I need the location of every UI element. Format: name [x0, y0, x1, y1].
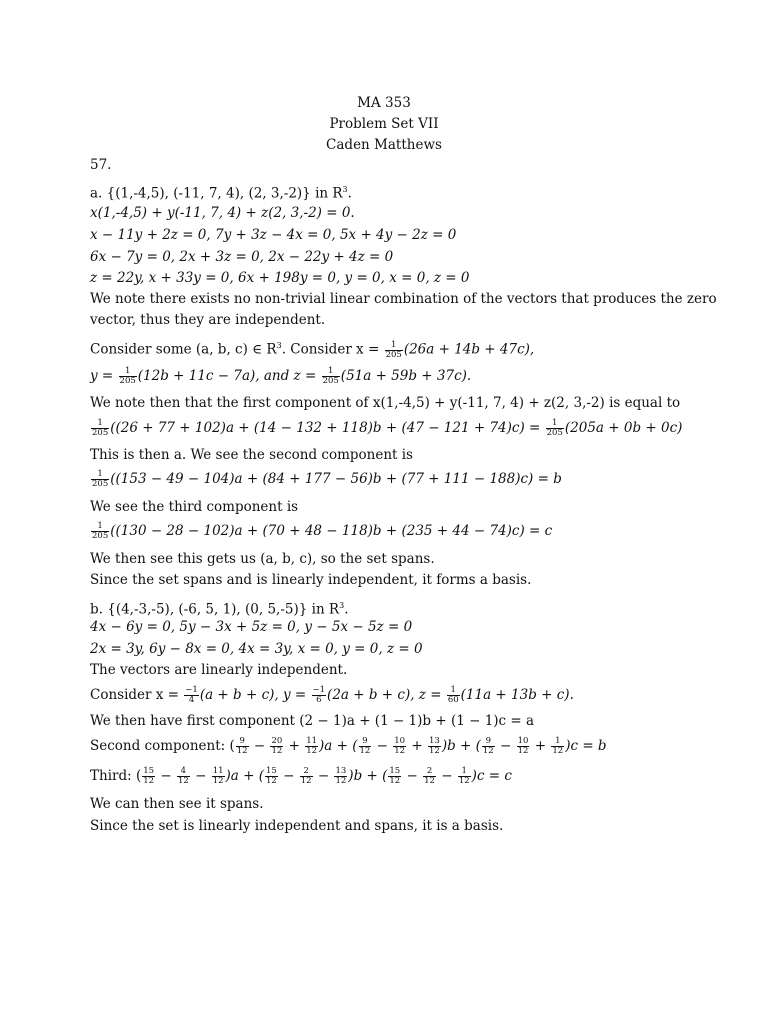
- part-a-consider-line: Consider some (a, b, c) ∈ $R^3$. Consider x = $\frac{1}{205}$ (26a + 14b + 47c),: [90, 339, 535, 360]
- fraction: $\frac{11}{12}$: [212, 766, 224, 786]
- part-b-set: b. {(4,-3,-5), (-6, 5, 1), (0, 5,-5)} in $R^3$.: [90, 601, 349, 618]
- fraction: $\frac{9}{12}$: [236, 736, 248, 756]
- part-b-second-component: Second component: ( $\frac{9}{12}$ − $\frac{20}{12}$ + $\frac{11}{12}$ )a + ( $\frac{9}{12}$ − $\frac{10}{12}$ + $\frac{13}{12}$ )b + ( $\frac{9}{12}$ − $\frac{10}{12}$ + $\frac{1}{12}$ )c = b: [90, 736, 607, 756]
- fraction: $\frac{1}{205}$: [92, 418, 109, 438]
- course-title: MA 353: [357, 95, 411, 111]
- part-b-spans: We can then see it spans.: [90, 796, 264, 812]
- fraction: $\frac{13}{12}$: [428, 736, 440, 756]
- fraction: $\frac{1}{205}$: [322, 366, 339, 386]
- fraction: $\frac{1}{205}$: [385, 339, 402, 360]
- part-b-third-component: Third: ( $\frac{15}{12}$ − $\frac{4}{12}$ − $\frac{11}{12}$ )a + ( $\frac{15}{12}$ − $\frac{2}{12}$ − $\frac{13}{12}$ )b + ( $\frac{15}{12}$ − $\frac{2}{12}$ − $\frac{1}{12}$ )c = c: [90, 766, 512, 786]
- part-b-conclusion: Since the set is linearly independent and spans, it is a basis.: [90, 818, 504, 834]
- fraction: $\frac{20}{12}$: [271, 736, 283, 756]
- fraction: $\frac{4}{12}$: [177, 766, 189, 786]
- part-a-eq3: 6x − 7y = 0, 2x + 3z = 0, 2x − 22y + 4z = 0: [90, 249, 394, 265]
- fraction: $\frac{11}{12}$: [306, 736, 318, 756]
- part-a-yz-line: y = $\frac{1}{205}$ (12b + 11c − 7a), and z = $\frac{1}{205}$ (51a + 59b + 37c).: [90, 366, 472, 386]
- part-a-set: a. {(1,-4,5), (-11, 7, 4), (2, 3,-2)} in $R^3$.: [90, 185, 352, 202]
- part-a-second-component-expr: $\frac{1}{205}$ ((153 − 49 − 104)a + (84 + 177 − 56)b + (77 + 111 − 188)c) = b: [92, 469, 562, 489]
- part-a-conclusion: Since the set spans and is linearly independent, it forms a basis.: [90, 572, 532, 588]
- part-b-consider-line: Consider x = $\frac{-1}{4}$ (a + b + c), y = $\frac{-1}{6}$ (2a + b + c), z = $\frac{1}{60}$ (11a + 13b + c).: [90, 685, 574, 705]
- fraction: $\frac{9}{12}$: [482, 736, 494, 756]
- fraction: $\frac{2}{12}$: [424, 766, 435, 786]
- fraction: $\frac{1}{205}$: [546, 418, 563, 438]
- fraction: $\frac{1}{205}$: [92, 469, 109, 489]
- fraction: $\frac{1}{205}$: [119, 366, 136, 386]
- fraction: $\frac{2}{12}$: [300, 766, 312, 786]
- fraction: $\frac{1}{12}$: [458, 766, 470, 786]
- fraction: $\frac{1}{205}$: [92, 521, 109, 541]
- fraction: $\frac{15}{12}$: [143, 766, 155, 786]
- part-a-note-line1: We note there exists no non-trivial linear combination of the vectors that produces the zero: [90, 291, 717, 307]
- fraction: $\frac{10}{12}$: [394, 736, 406, 756]
- fraction: $\frac{1}{60}$: [447, 685, 459, 705]
- part-a-second-component-text: This is then a. We see the second component is: [90, 447, 413, 463]
- fraction: $\frac{-1}{6}$: [312, 685, 326, 705]
- fraction: $\frac{13}{12}$: [335, 766, 347, 786]
- fraction: $\frac{1}{12}$: [552, 736, 564, 756]
- part-a-eq1: x(1,-4,5) + y(-11, 7, 4) + z(2, 3,-2) = 0.: [90, 205, 355, 221]
- fraction: $\frac{9}{12}$: [359, 736, 371, 756]
- author-name: Caden Matthews: [326, 137, 442, 153]
- problem-set-title: Problem Set VII: [329, 116, 439, 132]
- fraction: $\frac{-1}{4}$: [185, 685, 198, 705]
- part-a-third-component-text: We see the third component is: [90, 499, 299, 515]
- part-a-first-component-text: We note then that the first component of x(1,-4,5) + y(-11, 7, 4) + z(2, 3,-2) is equal to: [90, 395, 681, 411]
- fraction: $\frac{15}{12}$: [389, 766, 401, 786]
- part-b-first-component: We then have first component (2 − 1)a + (1 − 1)b + (1 − 1)c = a: [90, 713, 535, 729]
- part-a-spans: We then see this gets us (a, b, c), so the set spans.: [90, 551, 435, 567]
- part-a-first-component-expr: $\frac{1}{205}$ ((26 + 77 + 102)a + (14 − 132 + 118)b + (47 − 121 + 74)c) = $\frac{1}{205}$ (205a + 0b + 0c): [92, 418, 683, 438]
- part-b-eq1: 4x − 6y = 0, 5y − 3x + 5z = 0, y − 5x − 5z = 0: [90, 619, 413, 635]
- part-a-note-line2: vector, thus they are independent.: [90, 312, 326, 328]
- fraction: $\frac{15}{12}$: [266, 766, 277, 786]
- part-a-eq2: x − 11y + 2z = 0, 7y + 3z − 4x = 0, 5x + 4y − 2z = 0: [90, 227, 457, 243]
- part-a-third-component-expr: $\frac{1}{205}$ ((130 − 28 − 102)a + (70 + 48 − 118)b + (235 + 44 − 74)c) = c: [92, 521, 553, 541]
- part-b-independent: The vectors are linearly independent.: [90, 662, 348, 678]
- problem-number: 57.: [90, 157, 112, 173]
- part-a-eq4: z = 22y, x + 33y = 0, 6x + 198y = 0, y = 0, x = 0, z = 0: [90, 270, 470, 286]
- part-b-eq2: 2x = 3y, 6y − 8x = 0, 4x = 3y, x = 0, y = 0, z = 0: [90, 641, 423, 657]
- fraction: $\frac{10}{12}$: [517, 736, 529, 756]
